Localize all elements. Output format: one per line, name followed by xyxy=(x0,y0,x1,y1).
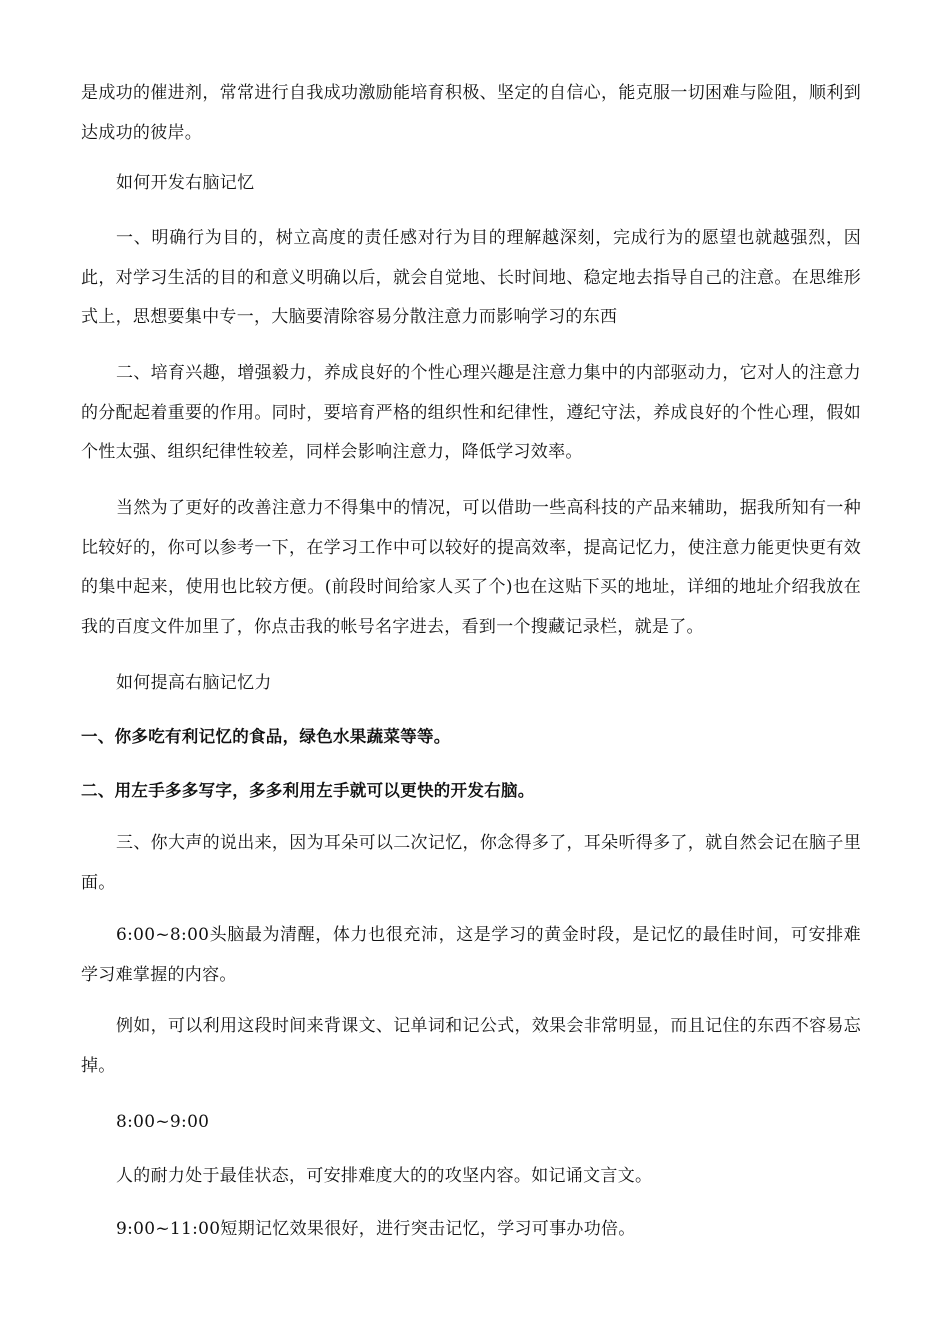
paragraph-product-recommendation: 当然为了更好的改善注意力不得集中的情况，可以借助一些高科技的产品来辅助，据我所知有一种比较好的，你可以参考一下，在学习工作中可以较好的提高效率，提高记忆力，使注意力能更快更有效的集中起来，使用也比较方便。(前段时间给家人买了个)也在这贴下买的地址，详细的地址介绍我放在我的百度文件加里了，你点击我的帐号名字进去，看到一个搜藏记录栏，就是了。 xyxy=(81,498,861,637)
paragraph-example: 例如，可以利用这段时间来背课文、记单词和记公式，效果会非常明显，而且记住的东西不容易忘掉。 xyxy=(81,1016,861,1076)
paragraph-tip-food: 一、你多吃有利记忆的食品，绿色水果蔬菜等等。 xyxy=(81,727,451,746)
paragraph-time-9-11: 9:00~11:00短期记忆效果很好，进行突击记忆，学习可事办功倍。 xyxy=(116,1219,636,1239)
heading-improve-right-brain-memory: 如何提高右脑记忆力 xyxy=(116,673,272,693)
paragraph-tip-speak-aloud: 三、你大声的说出来，因为耳朵可以二次记忆，你念得多了，耳朵听得多了，就自然会记在脑子里面。 xyxy=(81,833,861,893)
paragraph-time-6-8: 6:00~8:00头脑最为清醒，体力也很充沛，这是学习的黄金时段，是记忆的最佳时间，可安排难学习难掌握的内容。 xyxy=(81,925,861,985)
paragraph-endurance: 人的耐力处于最佳状态，可安排难度大的的攻坚内容。如记诵文言文。 xyxy=(116,1166,653,1186)
heading-develop-right-brain: 如何开发右脑记忆 xyxy=(116,173,255,193)
paragraph-point-two-interest: 二、培育兴趣，增强毅力，养成良好的个性心理兴趣是注意力集中的内部驱动力，它对人的注意力的分配起着重要的作用。同时，要培育严格的组织性和纪律性，遵纪守法，养成良好的个性心理，假如个性太强、组织纪律性较差，同样会影响注意力，降低学习效率。 xyxy=(81,363,861,462)
paragraph-tip-left-hand: 二、用左手多多写字，多多利用左手就可以更快的开发右脑。 xyxy=(81,781,535,800)
paragraph-success-catalyst: 是成功的催进剂，常常进行自我成功激励能培育积极、坚定的自信心，能克服一切困难与险阻，顺利到达成功的彼岸。 xyxy=(81,83,861,143)
paragraph-time-8-9: 8:00~9:00 xyxy=(116,1112,210,1132)
paragraph-point-one-purpose: 一、明确行为目的，树立高度的责任感对行为目的理解越深刻，完成行为的愿望也就越强烈，因此，对学习生活的目的和意义明确以后，就会自觉地、长时间地、稳定地去指导自己的注意。在思维形式上，思想要集中专一，大脑要清除容易分散注意力而影响学习的东西 xyxy=(81,228,861,327)
